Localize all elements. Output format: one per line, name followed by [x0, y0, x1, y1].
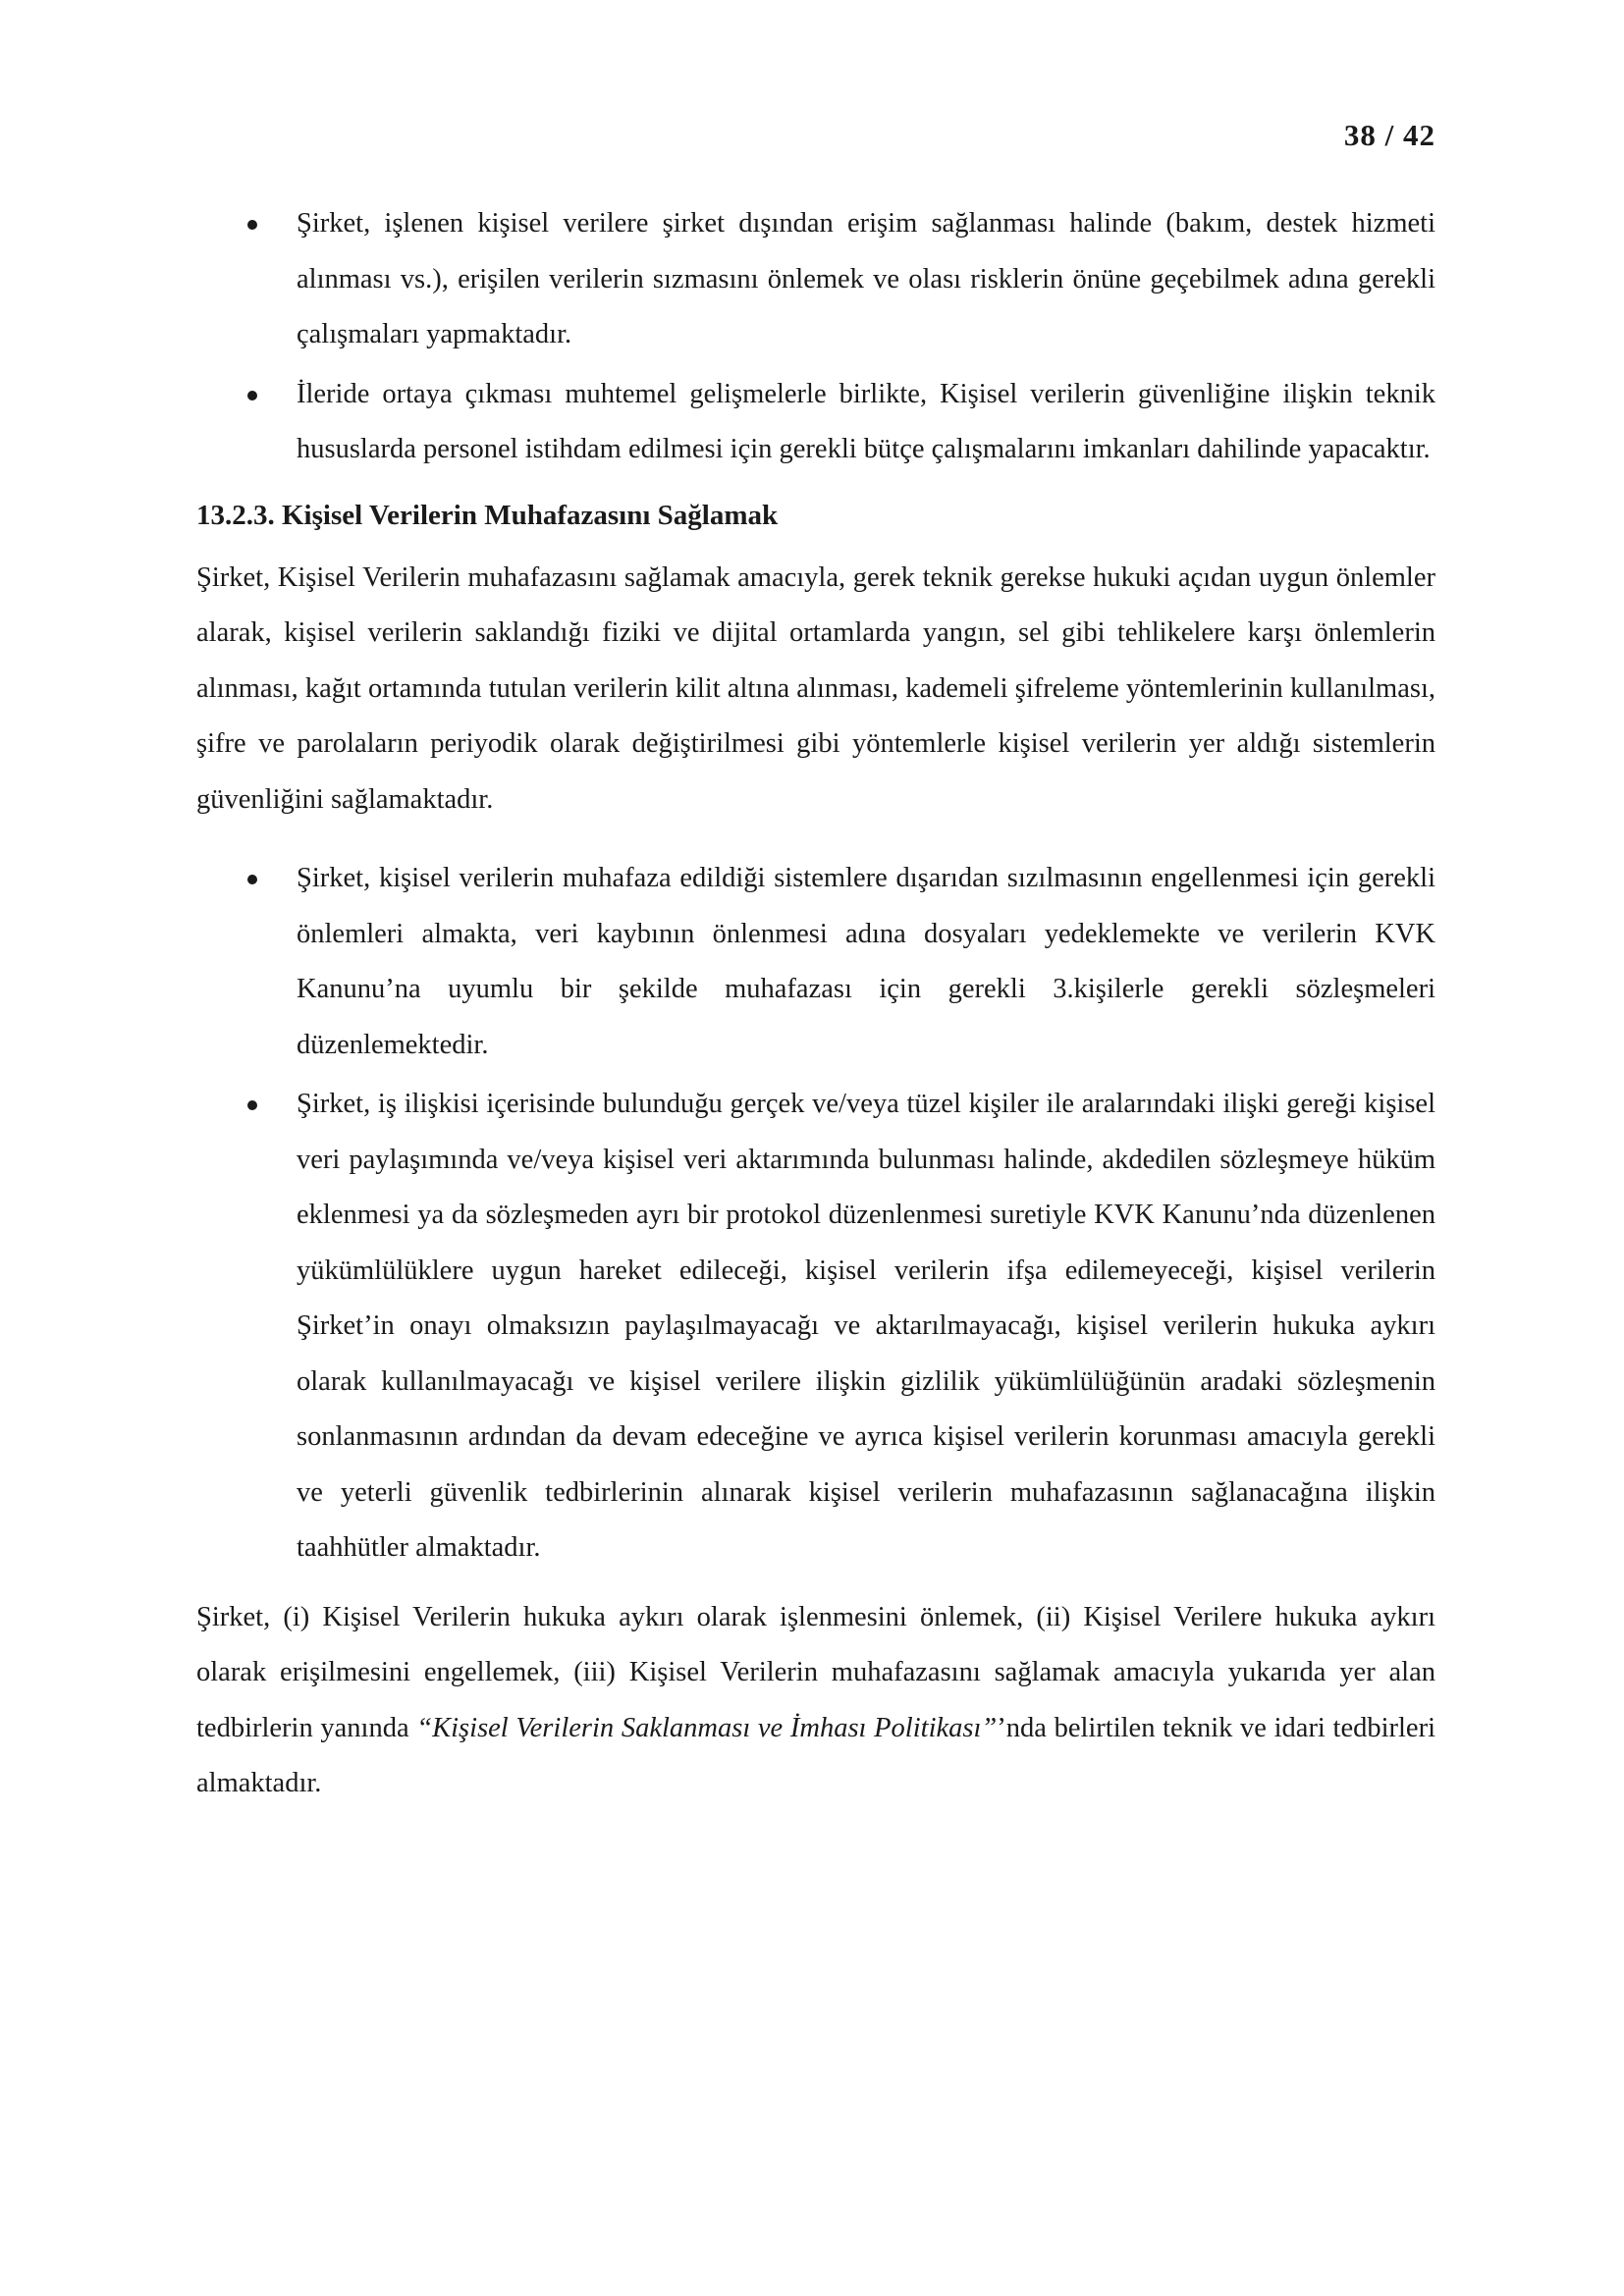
- section-intro-paragraph: Şirket, Kişisel Verilerin muhafazasını sağlamak amacıyla, gerek teknik gerekse hukuki açıdan uygun önlemler alarak, kişisel verilerin saklandığı fiziki ve dijital ortamlarda yangın, sel gibi tehlikelere karşı önlemlerin alınması, kağıt ortamında tutulan verilerin kilit altına alınması, kademeli şifreleme yöntemlerinin kullanılması, şifre ve parolaların periyodik olarak değiştirilmesi gibi yöntemlerle kişisel verilerin yer aldığı sistemlerin güvenliğini sağlamaktadır.: [196, 561, 1435, 815]
- list-item: [196, 367, 1435, 478]
- bullet-list-top: [196, 196, 1435, 478]
- section-heading: 13.2.3. Kişisel Verilerin Muhafazasını Sağlamak: [196, 499, 779, 531]
- list-item: [196, 196, 1435, 363]
- bullet-icon: [247, 220, 257, 230]
- bullet-icon: [247, 875, 257, 884]
- closing-text-start: Şirket, (i) Kişisel Verilerin hukuka aykırı olarak işlenmesini önlemek, (ii) Kişisel Verilere hukuka aykırı olarak erişilmesini engellemek, (iii) Kişisel Verilerin muhafazasını sağlamak amacıyla yukarıda yer alan tedbirlerin yanında: [196, 1601, 1435, 1743]
- closing-paragraph: [196, 1590, 1435, 1812]
- policy-title: “Kişisel Verilerin Saklanması ve İmhası Politikası”: [416, 1712, 998, 1743]
- bullet-icon: [247, 1100, 257, 1110]
- document-body: [196, 196, 1435, 1812]
- list-item-text: Şirket, kişisel verilerin muhafaza edildiği sistemlere dışarıdan sızılmasının engellenmesi için gerekli önlemleri almakta, veri kaybının önlenmesi adına dosyaları yedeklemekte ve verilerin KVK Kanunu’na uyumlu bir şekilde muhafazası için gerekli 3.kişilerle gerekli sözleşmeleri düzenlemektedir.: [297, 863, 1435, 1060]
- list-item: [196, 851, 1435, 1073]
- bullet-icon: [247, 391, 257, 400]
- page-number: [1344, 118, 1435, 153]
- bullet-list-section: [196, 851, 1435, 1576]
- page-current: 38: [1343, 118, 1377, 152]
- page-total: 42: [1403, 118, 1435, 152]
- page-separator: /: [1384, 118, 1395, 152]
- closing-text-end: ’nda belirtilen teknik ve idari tedbirleri almaktadır.: [196, 1712, 1435, 1798]
- list-item-text: İleride ortaya çıkması muhtemel gelişmelerle birlikte, Kişisel verilerin güvenliğine ilişkin teknik hususlarda personel istihdam edilmesi için gerekli bütçe çalışmalarını imkanları dahilinde yapacaktır.: [297, 378, 1435, 464]
- list-item-text: Şirket, işlenen kişisel verilere şirket dışından erişim sağlanması halinde (bakım, destek hizmeti alınması vs.), erişilen verilerin sızmasını önlemek ve olası risklerin önüne geçebilmek adına gerekli çalışmaları yapmaktadır.: [297, 208, 1435, 349]
- list-item-text: Şirket, iş ilişkisi içerisinde bulunduğu gerçek ve/veya tüzel kişiler ile aralarındaki ilişki gereği kişisel veri paylaşımında ve/veya kişisel veri aktarımında bulunması halinde, akdedilen sözleşmeye hüküm eklenmesi ya da sözleşmeden ayrı bir protokol düzenlenmesi suretiyle KVK Kanunu’nda düzenlenen yükümlülüklere uygun hareket edileceği, kişisel verilerin ifşa edilemeyeceği, kişisel verilerin Şirket’in onayı olmaksızın paylaşılmayacağı ve aktarılmayacağı, kişisel verilerin hukuka aykırı olarak kullanılmayacağı ve kişisel verilere ilişkin gizlilik yükümlülüğünün aradaki sözleşmenin sonlanmasının ardından da devam edeceğine ve ayrıca kişisel verilerin korunması amacıyla gerekli ve yeterli güvenlik tedbirlerinin alınarak kişisel verilerin muhafazasının sağlanacağına ilişkin taahhütler almaktadır.: [297, 1089, 1435, 1563]
- list-item: [196, 1077, 1435, 1576]
